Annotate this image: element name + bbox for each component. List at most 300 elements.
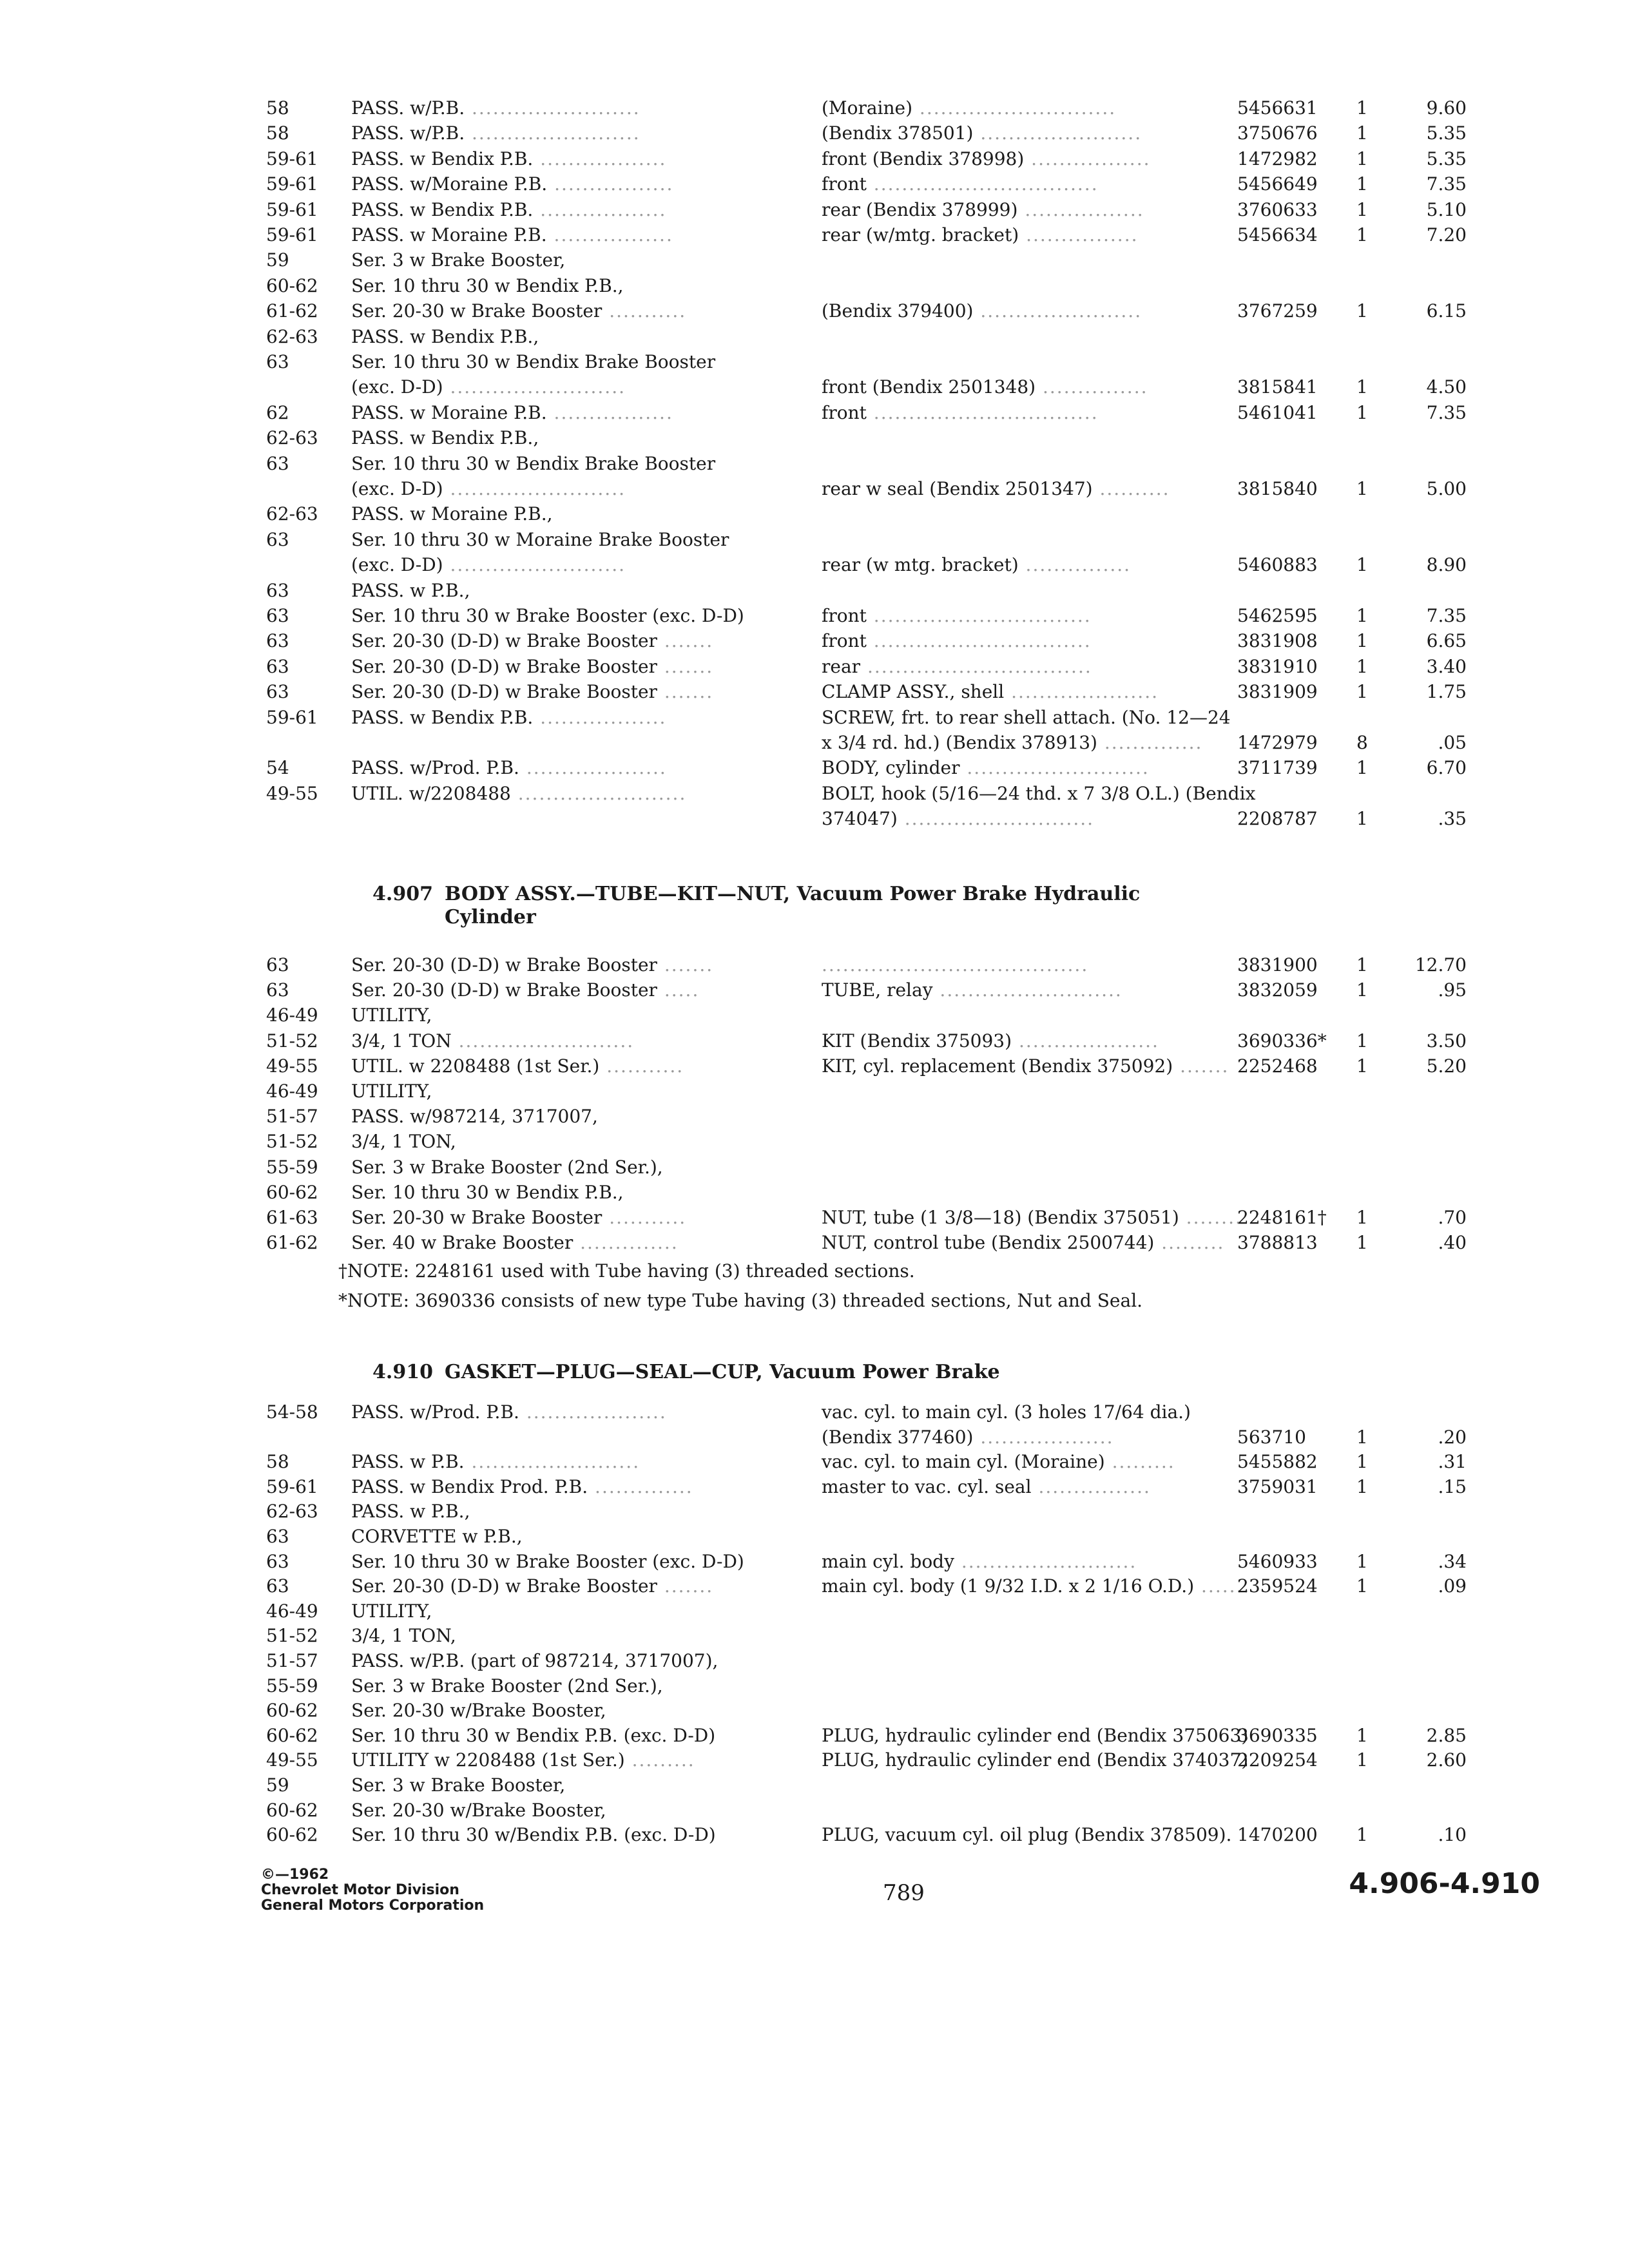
part-description-cell (822, 952, 1088, 978)
part-number: 3831908 (1237, 630, 1318, 652)
application: Ser. 10 thru 30 w Bendix P.B., (351, 1181, 624, 1203)
application-cell (351, 95, 641, 121)
application: Ser. 20-30 (D-D) w Brake Booster (351, 630, 657, 652)
application-cell (351, 1399, 667, 1425)
application-cell (351, 1822, 716, 1848)
leader-dots: ........ (1179, 1207, 1242, 1228)
leader-dots: .............. (588, 1475, 693, 1497)
table-row (0, 1474, 1629, 1500)
quantity: 1 (1356, 655, 1368, 677)
application: 3/4, 1 TON, (351, 1131, 456, 1153)
application-cell (351, 1003, 432, 1028)
part-description-cell (822, 1822, 1232, 1848)
application: Ser. 20-30 w Brake Booster (351, 300, 602, 322)
table-row (0, 1129, 1629, 1155)
leader-dots: ....... (657, 655, 714, 677)
table-row (0, 451, 1629, 477)
part-description: KIT, cyl. replacement (Bendix 375092) (822, 1055, 1173, 1077)
application-cell (351, 705, 666, 731)
table-row (0, 730, 1629, 756)
table-row (0, 1623, 1629, 1649)
part-description: front (822, 605, 867, 626)
quantity: 1 (1356, 300, 1368, 322)
application-cell (351, 1673, 663, 1699)
quantity: 1 (1356, 1824, 1368, 1846)
table-row (0, 1205, 1629, 1231)
leader-dots: ............... (1036, 376, 1148, 398)
application: Ser. 10 thru 30 w Bendix P.B. (exc. D-D) (351, 1724, 716, 1746)
quantity: 1 (1356, 1575, 1368, 1597)
application-cell (351, 374, 626, 400)
part-description-cell (822, 755, 1150, 781)
leader-dots: .................... (1012, 1030, 1159, 1052)
year-range: 62-63 (266, 503, 318, 525)
table-row (0, 298, 1629, 324)
application-cell (351, 952, 713, 978)
quantity: 1 (1356, 554, 1368, 576)
application-cell (351, 197, 666, 223)
table-row (0, 1798, 1629, 1823)
leader-dots: .................... (519, 757, 667, 779)
price: 4.50 (1426, 376, 1467, 398)
part-description-cell (822, 1723, 1249, 1749)
quantity: 1 (1356, 478, 1368, 499)
leader-dots: ....... (1194, 1575, 1251, 1597)
application: 3/4, 1 TON (351, 1030, 452, 1052)
part-description: front (Bendix 378998) (822, 148, 1025, 169)
year-range: 58 (266, 97, 289, 119)
leader-dots: ............... (1018, 554, 1132, 576)
part-number: 1470200 (1237, 1824, 1318, 1846)
part-number: 3711739 (1237, 757, 1318, 779)
part-number: 5455882 (1237, 1451, 1318, 1473)
table-row (0, 1449, 1629, 1475)
price: .95 (1438, 979, 1467, 1001)
quantity: 1 (1356, 198, 1368, 220)
table-row (0, 679, 1629, 705)
year-range: 49-55 (266, 782, 318, 804)
part-number: 5460933 (1237, 1550, 1318, 1572)
application-cell (351, 1648, 718, 1674)
quantity: 1 (1356, 757, 1368, 779)
part-description: vac. cyl. to main cyl. (Moraine) (822, 1451, 1105, 1473)
part-description: main cyl. body (822, 1550, 954, 1572)
year-range: 59 (266, 249, 289, 271)
leader-dots: ....... (657, 1575, 714, 1597)
part-number: 5460883 (1237, 554, 1318, 576)
application: Ser. 20-30 (D-D) w Brake Booster (351, 1575, 657, 1597)
leader-dots: ........... (602, 300, 687, 322)
year-range: 51-57 (266, 1650, 318, 1671)
part-number: 3832059 (1237, 979, 1318, 1001)
year-range: 60-62 (266, 1724, 318, 1746)
price: .31 (1438, 1451, 1467, 1473)
price: 6.65 (1426, 630, 1467, 652)
leader-dots: ......................... (443, 376, 626, 398)
part-number: 1472982 (1237, 148, 1318, 169)
application: PASS. w Bendix P.B. (351, 148, 534, 169)
application: UTIL. w 2208488 (1st Ser.) (351, 1055, 600, 1077)
part-description: SCREW, frt. to rear shell attach. (No. 12—24 (822, 706, 1231, 728)
table-row (0, 1499, 1629, 1524)
application: UTILITY, (351, 1004, 432, 1026)
part-description: (Moraine) (822, 97, 913, 119)
application: PASS. w Bendix P.B. (351, 198, 534, 220)
leader-dots: ........................... (897, 808, 1095, 830)
part-description: rear w seal (Bendix 2501347) (822, 478, 1093, 499)
table-row (0, 705, 1629, 731)
leader-dots: ................................ (860, 655, 1092, 677)
quantity: 1 (1356, 122, 1368, 144)
leader-dots: ................... (973, 1426, 1114, 1448)
table-row (0, 222, 1629, 248)
application: Ser. 10 thru 30 w Bendix Brake Booster (351, 351, 716, 372)
leader-dots: ........................ (464, 1451, 641, 1473)
table-row (0, 1549, 1629, 1575)
part-number: 2359524 (1237, 1575, 1318, 1597)
year-range: 63 (266, 1575, 289, 1597)
part-description: 374047) (822, 808, 898, 830)
leader-dots: ......... (1154, 1232, 1225, 1254)
application: PASS. w Bendix P.B., (351, 325, 539, 347)
leader-dots: ..................... (1004, 681, 1159, 703)
leader-dots: ....... (657, 630, 714, 652)
leader-dots: ................................ (866, 401, 1099, 423)
year-range: 51-52 (266, 1030, 318, 1052)
part-description-cell (822, 1549, 1137, 1575)
application-cell (351, 1549, 744, 1575)
part-number: 3831910 (1237, 655, 1318, 677)
table-row (0, 374, 1629, 400)
table-row (0, 1573, 1629, 1599)
part-number: 3690335 (1237, 1724, 1318, 1746)
year-range: 63 (266, 655, 289, 677)
application-cell (351, 1079, 432, 1104)
quantity: 1 (1356, 173, 1368, 195)
leader-dots: ................. (546, 401, 673, 423)
table-row (0, 1155, 1629, 1180)
quantity: 1 (1356, 1749, 1368, 1771)
application: Ser. 20-30 (D-D) w Brake Booster (351, 954, 657, 975)
part-number: 3788813 (1237, 1232, 1318, 1254)
application: PASS. w Moraine P.B., (351, 503, 553, 525)
application-cell (351, 222, 673, 248)
table-row (0, 628, 1629, 654)
table-row (0, 527, 1629, 553)
price: 2.60 (1426, 1749, 1467, 1771)
year-range: 60-62 (266, 1824, 318, 1846)
table-row (0, 1648, 1629, 1674)
year-range: 58 (266, 122, 289, 144)
application: Ser. 10 thru 30 w Brake Booster (exc. D-D) (351, 605, 744, 626)
year-range: 59-61 (266, 148, 318, 169)
leader-dots: ......... (1104, 1451, 1175, 1473)
quantity: 1 (1356, 954, 1368, 975)
part-description-cell (822, 171, 1099, 197)
table-row (0, 781, 1629, 807)
price: .05 (1438, 732, 1467, 753)
price: 5.35 (1426, 122, 1467, 144)
leader-dots: ....................... (973, 300, 1142, 322)
table-row (0, 1723, 1629, 1749)
part-description-cell (822, 730, 1202, 756)
application-cell (351, 476, 626, 502)
table-row (0, 247, 1629, 273)
application-cell (351, 425, 539, 451)
part-number: 5456634 (1237, 224, 1318, 245)
application-cell (351, 1623, 456, 1649)
application: PASS. w/P.B. (351, 122, 465, 144)
application: Ser. 3 w Brake Booster (2nd Ser.), (351, 1156, 663, 1178)
year-range: 62-63 (266, 325, 318, 347)
leader-dots: ....... (657, 681, 714, 703)
application-cell (351, 1499, 470, 1524)
publisher-credit (261, 1867, 484, 1914)
application: Ser. 20-30 w Brake Booster (351, 1207, 602, 1228)
table-row (0, 501, 1629, 527)
part-description-cell (822, 806, 1094, 832)
year-range: 62-63 (266, 1501, 318, 1523)
price: 1.75 (1426, 681, 1467, 703)
application-cell (351, 349, 715, 375)
year-range: 60-62 (266, 1799, 318, 1821)
leader-dots: .................... (519, 1401, 667, 1423)
division-name: Chevrolet Motor Division (261, 1882, 459, 1898)
year-range: 49-55 (266, 1749, 318, 1771)
section-heading: GASKET—PLUG—SEAL—CUP, Vacuum Power Brake (445, 1361, 1000, 1383)
price: .10 (1438, 1824, 1467, 1846)
table-row (0, 1599, 1629, 1624)
part-description: rear (w/mtg. bracket) (822, 224, 1019, 245)
table-row (0, 1399, 1629, 1425)
table-row (0, 1822, 1629, 1848)
part-description: BOLT, hook (5/16—24 thd. x 7 3/8 O.L.) (Bendix (822, 782, 1256, 804)
part-description-cell (822, 374, 1148, 400)
leader-dots: ........... (602, 1207, 687, 1228)
quantity: 1 (1356, 1475, 1368, 1497)
year-range: 55-59 (266, 1675, 318, 1696)
part-description-cell (822, 95, 1116, 121)
table-row (0, 400, 1629, 426)
part-description-cell (822, 1425, 1114, 1450)
part-description-cell (822, 1205, 1242, 1231)
application: 3/4, 1 TON, (351, 1625, 456, 1647)
price: 3.50 (1426, 1030, 1467, 1052)
application: PASS. w P.B., (351, 1501, 470, 1523)
application-cell (351, 1798, 606, 1823)
section-title-4-907 (372, 883, 1140, 905)
table-row (0, 1079, 1629, 1104)
table-row (0, 977, 1629, 1003)
price: 7.35 (1426, 173, 1467, 195)
table-row (0, 1230, 1629, 1256)
part-description: KIT (Bendix 375093) (822, 1030, 1012, 1052)
application: UTIL. w/2208488 (351, 782, 511, 804)
application: UTILITY, (351, 1081, 432, 1102)
application-cell (351, 603, 744, 629)
section-title-4-910 (372, 1361, 1000, 1383)
application-cell (351, 501, 553, 527)
part-description: CLAMP ASSY., shell (822, 681, 1005, 703)
price: .15 (1438, 1475, 1467, 1497)
leader-dots: .................. (533, 198, 667, 220)
table-row (0, 755, 1629, 781)
part-description: front (822, 630, 867, 652)
application-cell (351, 977, 699, 1003)
quantity: 1 (1356, 1550, 1368, 1572)
application: Ser. 40 w Brake Booster (351, 1232, 574, 1254)
leader-dots: ............................ (912, 97, 1117, 119)
application-cell (351, 120, 641, 146)
part-description: BODY, cylinder (822, 757, 960, 779)
quantity: 1 (1356, 1232, 1368, 1254)
application: PASS. w Bendix Prod. P.B. (351, 1475, 588, 1497)
application-cell (351, 1773, 565, 1798)
table-row (0, 952, 1629, 978)
year-range: 62 (266, 401, 289, 423)
application-cell (351, 1449, 640, 1475)
quantity: 1 (1356, 401, 1368, 423)
quantity: 1 (1356, 224, 1368, 245)
table-row (0, 552, 1629, 578)
price: .34 (1438, 1550, 1467, 1572)
application-cell (351, 247, 565, 273)
application: PASS. w Moraine P.B. (351, 224, 547, 245)
application: UTILITY w 2208488 (1st Ser.) (351, 1749, 625, 1771)
quantity: 8 (1356, 732, 1368, 753)
table-row (0, 146, 1629, 172)
table-row (0, 349, 1629, 375)
leader-dots: .......... (1092, 478, 1170, 499)
year-range: 63 (266, 681, 289, 703)
section-number: 4.910 (372, 1361, 433, 1383)
part-description-cell (822, 1474, 1151, 1500)
table-row (0, 654, 1629, 680)
table-row (0, 95, 1629, 121)
application: Ser. 10 thru 30 w Brake Booster (exc. D-D) (351, 1550, 744, 1572)
price: .70 (1438, 1207, 1467, 1228)
price: 3.40 (1426, 655, 1467, 677)
part-number: 3690336* (1237, 1030, 1327, 1052)
leader-dots: ......................... (954, 1550, 1137, 1572)
leader-dots: ......................... (443, 478, 626, 499)
part-number: 2248161† (1237, 1207, 1327, 1228)
part-description-cell (822, 1028, 1159, 1054)
application: (exc. D-D) (351, 478, 443, 499)
part-number: 3815841 (1237, 376, 1318, 398)
leader-dots: ........... (599, 1055, 684, 1077)
leader-dots: ................. (547, 173, 674, 195)
part-description: PLUG, hydraulic cylinder end (Bendix 375063) (822, 1724, 1249, 1746)
leader-dots: .......................... (959, 757, 1150, 779)
application: PASS. w/Prod. P.B. (351, 1401, 519, 1423)
leader-dots: ....... (657, 954, 714, 975)
note-asterisk: *NOTE: 3690336 consists of new type Tube having (3) threaded sections, Nut and Seal. (338, 1290, 1143, 1311)
leader-dots: .................. (533, 706, 667, 728)
part-description: x 3/4 rd. hd.) (Bendix 378913) (822, 732, 1097, 753)
quantity: 1 (1356, 979, 1368, 1001)
table-row (0, 1104, 1629, 1129)
leader-dots: ................ (1019, 224, 1139, 245)
application: Ser. 20-30 w/Brake Booster, (351, 1799, 606, 1821)
part-description: TUBE, relay (822, 979, 933, 1001)
part-description-cell (822, 197, 1144, 223)
table-row (0, 1698, 1629, 1724)
part-description: front (822, 401, 867, 423)
year-range: 46-49 (266, 1004, 318, 1026)
quantity: 1 (1356, 1030, 1368, 1052)
year-range: 59-61 (266, 706, 318, 728)
leader-dots: ....................... (973, 122, 1142, 144)
application-cell (351, 273, 624, 299)
part-number: 3750676 (1237, 122, 1318, 144)
part-description-cell (822, 1449, 1175, 1475)
part-description: rear (Bendix 378999) (822, 198, 1018, 220)
application: Ser. 20-30 (D-D) w Brake Booster (351, 681, 657, 703)
application: PASS. w/Prod. P.B. (351, 757, 519, 779)
part-number: 5456631 (1237, 97, 1318, 119)
leader-dots: .................. (533, 148, 667, 169)
application-cell (351, 298, 686, 324)
application-cell (351, 1524, 523, 1550)
part-description: front (822, 173, 867, 195)
part-number: 3831909 (1237, 681, 1318, 703)
table-row (0, 1053, 1629, 1079)
application-cell (351, 1155, 663, 1180)
year-range: 46-49 (266, 1081, 318, 1102)
application-cell (351, 552, 626, 578)
part-number: 5461041 (1237, 401, 1318, 423)
table-row (0, 476, 1629, 502)
quantity: 1 (1356, 1451, 1368, 1473)
application-cell (351, 1104, 598, 1129)
application: PASS. w/987214, 3717007, (351, 1106, 598, 1128)
year-range: 49-55 (266, 1055, 318, 1077)
part-description-cell (822, 1573, 1251, 1599)
application: PASS. w Moraine P.B. (351, 401, 547, 423)
year-range: 51-52 (266, 1625, 318, 1647)
part-description: main cyl. body (1 9/32 I.D. x 2 1/16 O.D.) (822, 1575, 1195, 1597)
part-description-cell (822, 400, 1099, 426)
year-range: 61-62 (266, 1232, 318, 1254)
leader-dots: ..... (657, 979, 700, 1001)
part-description-cell (822, 552, 1131, 578)
application-cell (351, 1129, 456, 1155)
part-description: (Bendix 379400) (822, 300, 974, 322)
part-number: 3815840 (1237, 478, 1318, 499)
part-description-cell (822, 222, 1139, 248)
application-cell (351, 628, 713, 654)
leader-dots: .......................... (932, 979, 1123, 1001)
part-number: 563710 (1237, 1426, 1306, 1448)
year-range: 63 (266, 528, 289, 550)
note-dagger: †NOTE: 2248161 used with Tube having (3) threaded sections. (338, 1260, 915, 1282)
year-range: 61-63 (266, 1207, 318, 1228)
quantity: 1 (1356, 148, 1368, 169)
year-range: 54 (266, 757, 289, 779)
leader-dots: ........................ (465, 97, 641, 119)
part-description-cell (822, 977, 1123, 1003)
part-number: 5456649 (1237, 173, 1318, 195)
price: 6.15 (1426, 300, 1467, 322)
section-range: 4.906-4.910 (1349, 1867, 1540, 1900)
year-range: 59-61 (266, 173, 318, 195)
application: Ser. 20-30 w/Brake Booster, (351, 1700, 606, 1722)
year-range: 55-59 (266, 1156, 318, 1178)
leader-dots: ................ (1031, 1475, 1151, 1497)
table-row (0, 273, 1629, 299)
part-description-cell (822, 603, 1092, 629)
